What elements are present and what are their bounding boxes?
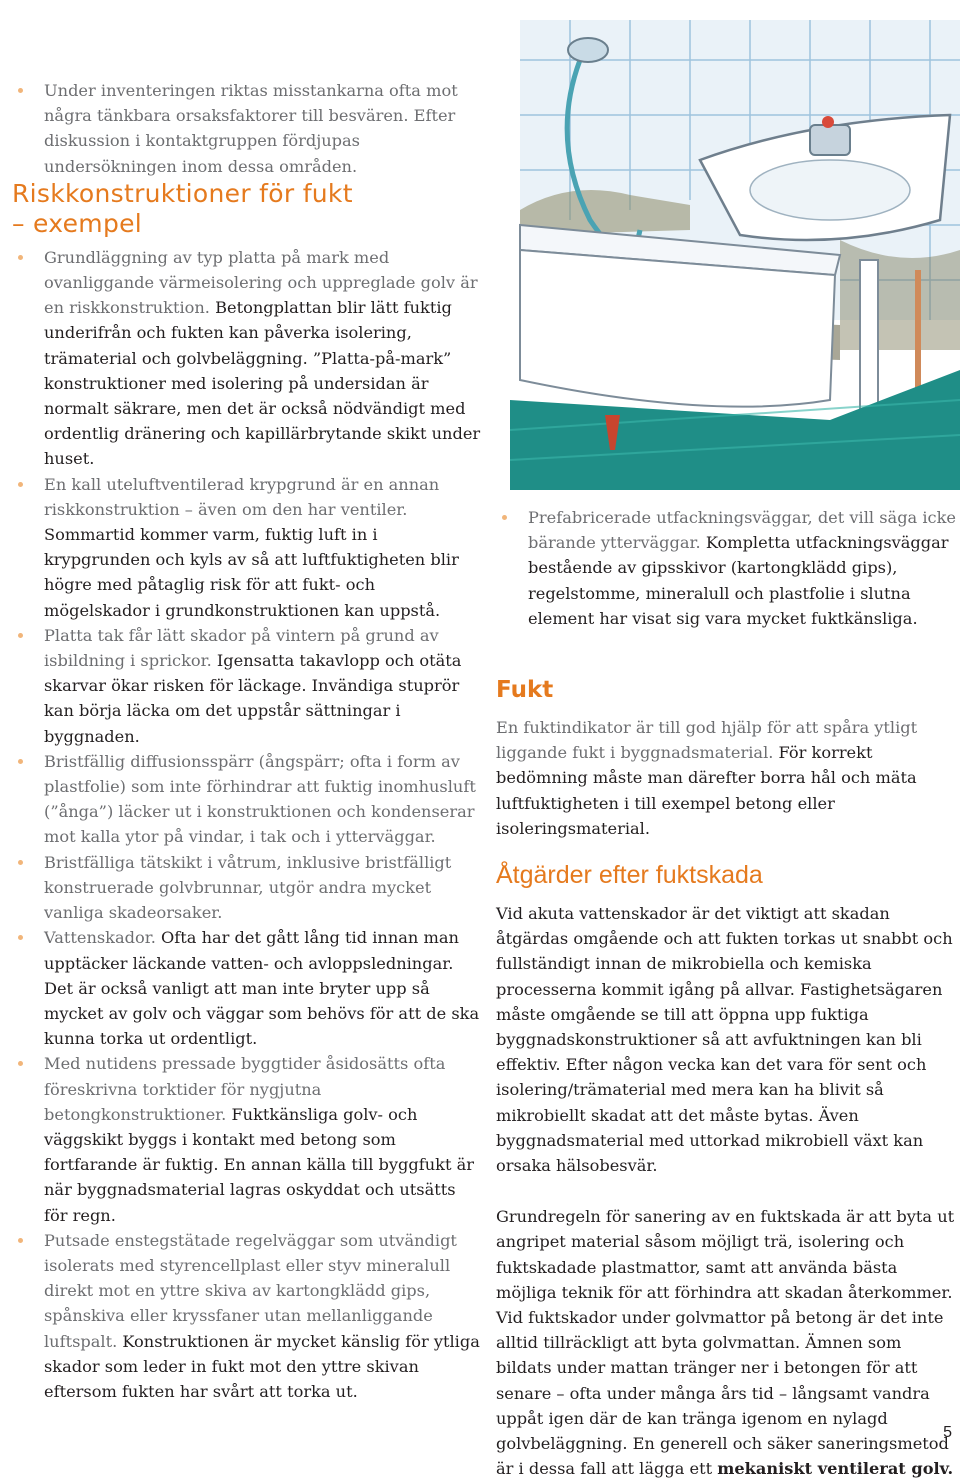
fukt-lead: En fuktindikator är till god hjälp för att spåra ytligt liggande fukt i byggnadsmaterial. — [496, 718, 918, 763]
list-item — [12, 623, 482, 749]
list-item-lead: Bristfälliga tätskikt i våtrum, inklusive bristfälligt konstruerade golvbrunnar, utgör andra mycket vanliga skadeorsaker. — [44, 852, 452, 923]
list-item — [12, 749, 482, 850]
atgarder-heading: Åtgärder efter fuktskada — [496, 861, 763, 890]
list-item — [12, 850, 482, 926]
atgarder-paragraph-2-text: Grundregeln för sanering av en fuktskada är att byta ut angripet material såsom möjligt trä, isolering och fuktskadade plastmattor, samt att använda bästa möjliga teknik för att förhindra att skadan återkommer. Vid fuktskador under golvmattor på betong är det inte alltid tillräckligt att byta golvmattan. Ämnen som bildats under mattan tränger ner i betongen för att senare – ofta under många års tid – långsamt vandra uppåt igen där de kan tränga igenom en nylagd golvbeläggning. En generell och säker saneringsmetod är i dessa fall att lägga ett — [496, 1207, 955, 1479]
list-item-lead: Grundläggning av typ platta på mark med ovanliggande värmeisolering och uppreglade golv är en riskkonstruktion. — [44, 247, 478, 318]
fukt-text: För korrekt bedömning måste man därefter borra hål och mäta luftfuktigheten i till exempel betong eller isoleringsmaterial. — [496, 743, 917, 838]
list-item-text: Betongplattan blir lätt fuktig underifrån och fukten kan påverka isolering, trämaterial och golvbeläggning. ”Platta-på-mark” konstruktioner med isolering på undersidan är normalt säkrare, men det är också nödvändigt med ordentlig dränering och kapillärbrytande skikt under huset. — [44, 298, 481, 469]
list-item-text: Kompletta utfackningsväggar bestående av gipsskivor (kartongklädd gips), regelstomme, mineralull och plastfolie i slutna element har visat sig vara mycket fuktkänsliga. — [528, 533, 949, 628]
risk-heading-line1: Riskkonstruktioner för fukt — [12, 178, 353, 208]
bathroom-illustration — [510, 20, 960, 490]
atgarder-paragraph-2-bold: mekaniskt ventilerat golv. — [717, 1459, 954, 1479]
right-column — [496, 505, 956, 1482]
list-item-text: Ofta har det gått lång tid innan man upptäcker läckande vatten- och avloppsledningar. Det är också vanligt att man inte bryter upp så mycket av golv och väggar som behövs för att de ska kunna torka ut ordentligt. — [44, 928, 480, 1049]
list-item-text: Konstruktionen är mycket känslig för ytliga skador som leder in fukt mot den yttre skivan eftersom fukten har svårt att torka ut. — [44, 1331, 480, 1401]
list-item-text: Fuktkänsliga golv- och väggskikt byggs i kontakt med betong som fortfarande är fuktig. En annan källa till byggfukt är när byggnadsmaterial lagras oskyddat och utsätts för regn. — [44, 1104, 475, 1225]
list-item — [12, 925, 482, 1051]
list-item-text: Sommartid kommer varm, fuktig luft in i krypgrunden och kyls av så att luftfuktigheten blir högre med påtaglig risk för att fukt- och mögelskador i grundkonstruktionen kan uppstå. — [44, 525, 459, 620]
list-item-lead: Med nutidens pressade byggtider åsidosätts ofta föreskrivna torktider för nygjutna betongkonstruktioner. — [44, 1054, 446, 1124]
atgarder-paragraph-2 — [496, 1204, 956, 1481]
risk-list — [12, 245, 482, 1404]
intro-text: Under inventeringen riktas misstankarna ofta mot några tänkbara orsaksfaktorer till besvären. Efter diskussion i kontaktgruppen fördjupas undersökningen inom dessa områden. — [44, 81, 458, 176]
left-column — [12, 78, 482, 1404]
fukt-paragraph — [496, 715, 956, 841]
list-item-lead: En kall uteluftventilerad krypgrund är en annan riskkonstruktion – även om den har ventiler. — [44, 474, 440, 519]
list-item — [496, 505, 956, 631]
list-item — [12, 1228, 482, 1404]
list-item-lead: Bristfällig diffusionsspärr (ångspärr; ofta i form av plastfolie) som inte förhindrar att fuktig inomhusluft (”ånga”) läcker ut i konstruktionen och kondenserar mot kalla ytor på vindar, i tak och i ytterväggar. — [44, 751, 476, 847]
risk-heading — [12, 179, 482, 239]
list-item-lead: Prefabricerade utfackningsväggar, det vill säga icke bärande ytterväggar. — [528, 508, 956, 553]
list-item-lead: Putsade enstegstätade regelväggar som utvändigt isolerats med styrencellplast eller styv mineralull direkt mot en yttre skiva av kartongklädd gips, spånskiva eller kryssfaner utan mellanliggande luftspalt. — [44, 1230, 457, 1351]
atgarder-paragraph-1: Vid akuta vattenskador är det viktigt att skadan åtgärdas omgående och att fukten torkas ut snabbt och fullständigt innan de mikrobiella och kemiska processerna kommit igång på allvar. Fastighetsägaren måste omgående se till att öppna upp fuktiga byggnadskonstruktioner så att avfuktningen kan bli effektiv. Efter någon vecka kan det vara för sent och isolering/trämaterial med mera kan ha blivit så mikrobiellt skadat att det måste bytas. Även byggnadsmaterial med uttorkad mikrobiell växt kan orsaka hälsobesvär. — [496, 904, 953, 1176]
right-list — [496, 505, 956, 631]
intro-bullet — [12, 78, 482, 179]
list-item — [12, 1051, 482, 1227]
risk-heading-line2: – exempel — [12, 208, 143, 238]
list-item — [12, 472, 482, 623]
page-number: 5 — [943, 1424, 952, 1441]
list-item-lead: Platta tak får lätt skador på vintern på grund av isbildning i sprickor. — [44, 625, 439, 671]
list-item-lead: Vattenskador. — [44, 928, 156, 948]
intro-list — [12, 78, 482, 179]
list-item-text: Igensatta takavlopp och otäta skarvar ökar risken för läckage. Invändiga stuprör kan börja läcka om det uppstår sättningar i byggnaden. — [44, 651, 462, 746]
fukt-heading: Fukt — [496, 677, 554, 704]
list-item — [12, 245, 482, 472]
